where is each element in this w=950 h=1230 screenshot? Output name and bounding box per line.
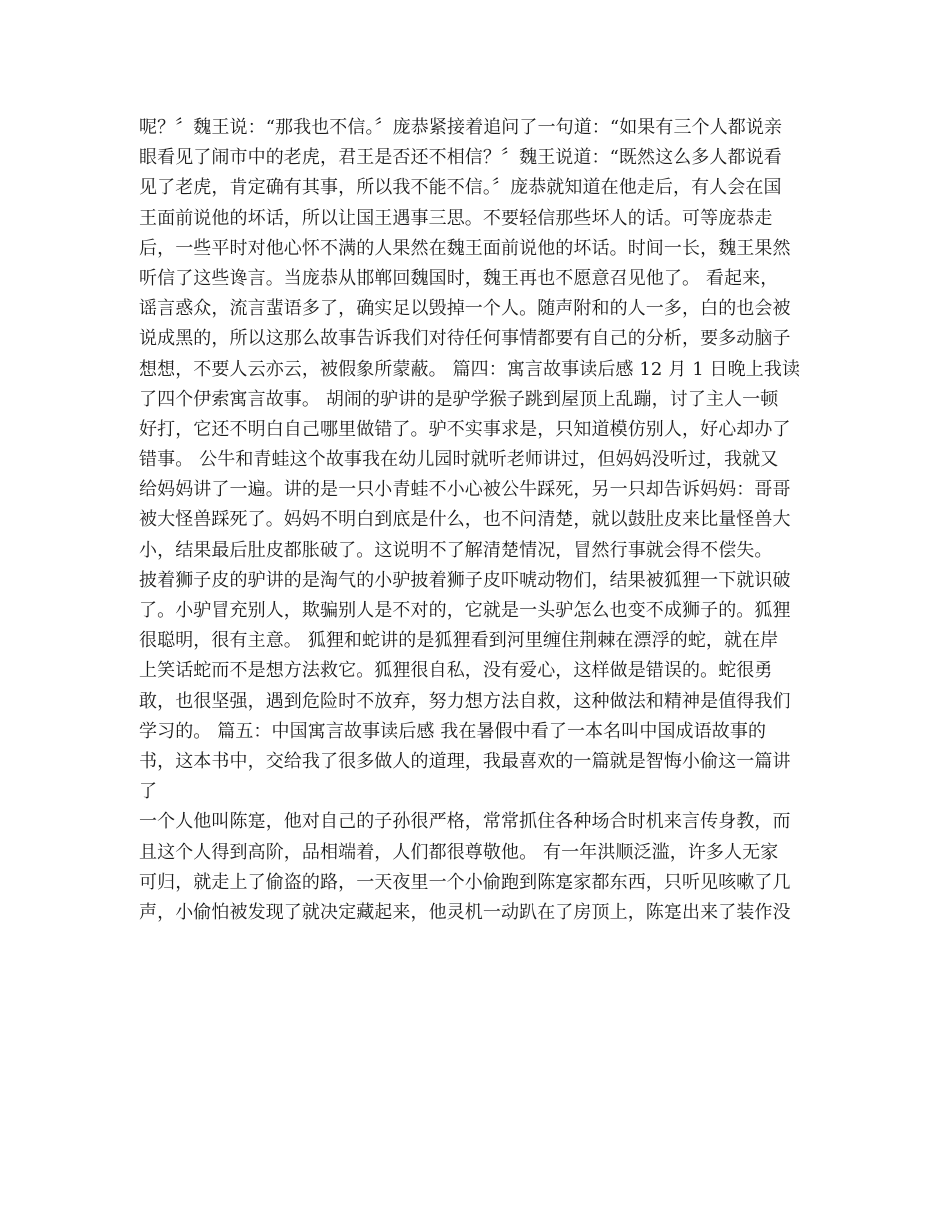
text-line: 一个人他叫陈寔，他对自己的子孙很严格，常常抓住各种场合时机来言传身教，而	[139, 811, 791, 833]
text-line: 好打，它还不明白自己哪里做错了。驴不实事求是，只知道模仿别人，好心却办了	[139, 418, 791, 440]
text-line: 见了老虎，肯定确有其事，所以我不能不信。〞庞恭就知道在他走后，有人会在国	[139, 177, 782, 199]
text-line: 呢？〞魏王说：“那我也不信。〞庞恭紧接着追问了一句道：“如果有三个人都说亲	[139, 117, 783, 138]
text-line: 了。小驴冒充别人，欺骗别人是不对的，它就是一头驴怎么也变不成狮子的。狐狸	[139, 600, 791, 621]
text-line: 想想，不要人云亦云，被假象所蒙蔽。 篇四：寓言故事读后感 12 月 1 日晚上我读	[139, 358, 801, 380]
text-line: 眼看见了闹市中的老虎，君王是否还不相信？〞魏王说道：“既然这么多人都说看	[139, 147, 782, 169]
text-line: 且这个人得到高阶，品相端着，人们都很尊敬他。 有一年洪顺泛滥，许多人无家	[139, 841, 779, 863]
text-line: 谣言惑众，流言蜚语多了，确实足以毁掉一个人。随声附和的人一多，白的也会被	[139, 298, 791, 320]
text-line: 被大怪兽踩死了。妈妈不明白到底是什么，也不问清楚，就以鼓肚皮来比量怪兽大	[139, 509, 791, 531]
text-line: 了四个伊索寓言故事。 胡闹的驴讲的是驴学猴子跳到屋顶上乱蹦，讨了主人一顿	[139, 388, 779, 410]
text-line: 可归，就走上了偷盗的路，一天夜里一个小偷跑到陈寔家都东西，只听见咳嗽了几	[139, 871, 791, 893]
text-line: 很聪明，很有主意。 狐狸和蛇讲的是狐狸看到河里缠住荆棘在漂浮的蛇，就在岸	[139, 630, 779, 652]
text-line: 上笑话蛇而不是想方法救它。狐狸很自私，没有爱心，这样做是错误的。蛇很勇	[139, 660, 773, 682]
text-line: 给妈妈讲了一遍。讲的是一只小青蛙不小心被公牛踩死，另一只却告诉妈妈：哥哥	[139, 479, 791, 501]
text-line: 学习的。 篇五：中国寓言故事读后感 我在暑假中看了一本名叫中国成语故事的	[139, 720, 767, 742]
text-line: 听信了这些谗言。当庞恭从邯郸回魏国时，魏王再也不愿意召见他了。 看起来，	[139, 267, 779, 289]
text-line: 小，结果最后肚皮都胀破了。这说明不了解清楚情况，冒然行事就会得不偿失。	[139, 539, 773, 561]
text-line: 说成黑的，所以这那么故事告诉我们对待任何事情都要有自己的分析，要多动脑子	[139, 328, 791, 350]
text-line: 披着狮子皮的驴讲的是淘气的小驴披着狮子皮吓唬动物们，结果被狐狸一下就识破	[139, 569, 791, 591]
text-line: 书，这本书中，交给我了很多做人的道理，我最喜欢的一篇就是智悔小偷这一篇讲	[139, 750, 791, 772]
text-line: 错事。 公牛和青蛙这个故事我在幼儿园时就听老师讲过，但妈妈没听过，我就又	[139, 449, 779, 471]
body-text	[139, 113, 829, 928]
text-line: 声，小偷怕被发现了就决定藏起来，他灵机一动趴在了房顶上，陈寔出来了装作没	[139, 901, 791, 923]
text-line: 王面前说他的坏话，所以让国王遇事三思。不要轻信那些坏人的话。可等庞恭走	[139, 207, 773, 229]
text-line: 了	[139, 781, 158, 803]
text-line: 敢，也很坚强，遇到危险时不放弃，努力想方法自救，这种做法和精神是值得我们	[139, 690, 791, 712]
text-line: 后，一些平时对他心怀不满的人果然在魏王面前说他的坏话。时间一长，魏王果然	[139, 237, 791, 259]
